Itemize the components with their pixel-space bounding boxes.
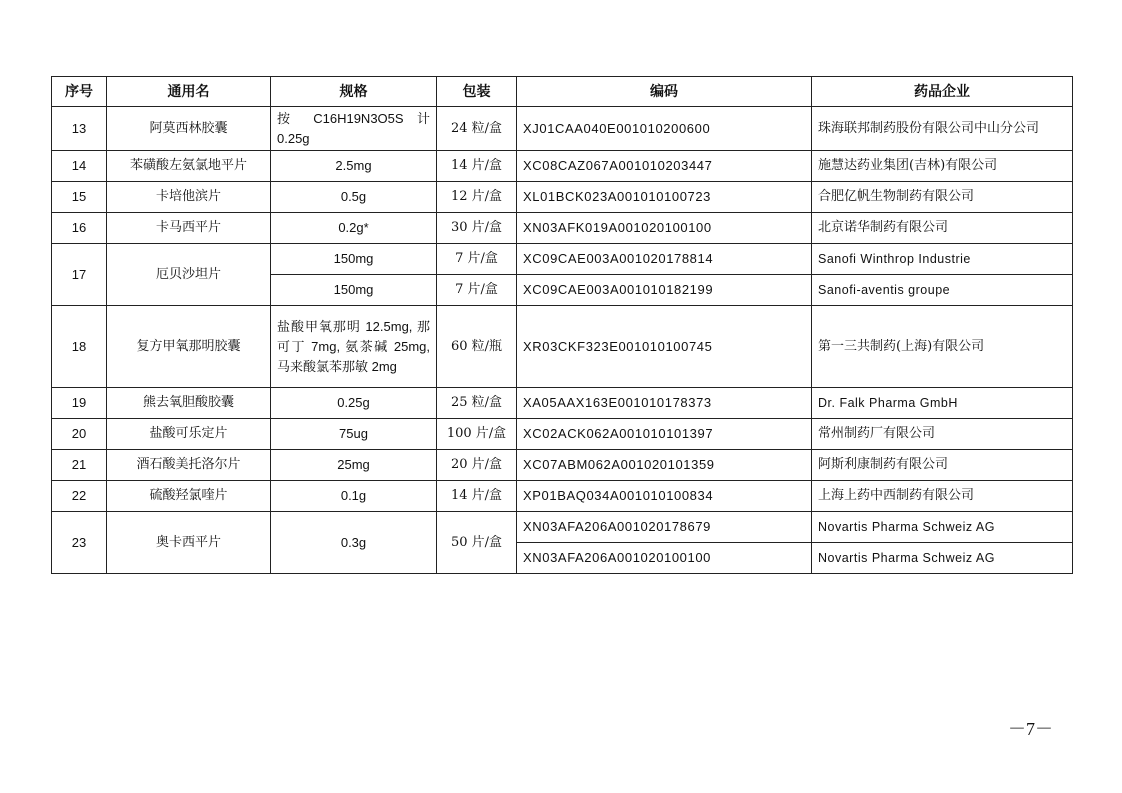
cell-code: XC09CAE003A001010182199: [517, 275, 812, 306]
cell-spec: 0.25g: [271, 388, 437, 419]
table-row: [52, 306, 1073, 388]
cell-name: 厄贝沙坦片: [107, 244, 271, 306]
cell-pack: 100 片/盒: [437, 419, 517, 450]
cell-no: 16: [52, 213, 107, 244]
cell-company: 第一三共制药(上海)有限公司: [812, 306, 1073, 388]
cell-company: 上海上药中西制药有限公司: [812, 481, 1073, 512]
cell-code: XN03AFA206A001020100100: [517, 543, 812, 574]
cell-code: XN03AFA206A001020178679: [517, 512, 812, 543]
cell-code: XJ01CAA040E001010200600: [517, 107, 812, 151]
table-row: [52, 481, 1073, 512]
table-row: [52, 450, 1073, 481]
cell-spec: 150mg: [271, 244, 437, 275]
cell-pack: 30 片/盒: [437, 213, 517, 244]
cell-spec: 2.5mg: [271, 151, 437, 182]
cell-code: XC07ABM062A001020101359: [517, 450, 812, 481]
cell-pack: 20 片/盒: [437, 450, 517, 481]
cell-no: 23: [52, 512, 107, 574]
cell-no: 21: [52, 450, 107, 481]
cell-name: 熊去氧胆酸胶囊: [107, 388, 271, 419]
table-row: [52, 512, 1073, 543]
cell-no: 14: [52, 151, 107, 182]
cell-company: Dr. Falk Pharma GmbH: [812, 388, 1073, 419]
cell-code: XC09CAE003A001020178814: [517, 244, 812, 275]
cell-spec: 0.5g: [271, 182, 437, 213]
cell-no: 17: [52, 244, 107, 306]
cell-pack: 50 片/盒: [437, 512, 517, 574]
cell-code: XN03AFK019A001020100100: [517, 213, 812, 244]
header-company: 药品企业: [812, 77, 1073, 107]
cell-name: 卡马西平片: [107, 213, 271, 244]
cell-company: 施慧达药业集团(吉林)有限公司: [812, 151, 1073, 182]
cell-code: XL01BCK023A001010100723: [517, 182, 812, 213]
cell-pack: 7 片/盒: [437, 244, 517, 275]
header-code: 编码: [517, 77, 812, 107]
cell-spec: 按 C16H19N3O5S 计 0.25g: [271, 107, 437, 151]
cell-code: XC02ACK062A001010101397: [517, 419, 812, 450]
page-number: －7－: [1008, 719, 1053, 739]
cell-name: 阿莫西林胶囊: [107, 107, 271, 151]
cell-pack: 14 片/盒: [437, 151, 517, 182]
header-no: 序号: [52, 77, 107, 107]
cell-name: 盐酸可乐定片: [107, 419, 271, 450]
cell-name: 硫酸羟氯喹片: [107, 481, 271, 512]
cell-company: 珠海联邦制药股份有限公司中山分公司: [812, 107, 1073, 151]
cell-spec: 盐酸甲氧那明 12.5mg, 那可丁 7mg, 氨茶碱 25mg, 马来酸氯苯那敏 2mg: [271, 306, 437, 388]
cell-company: Novartis Pharma Schweiz AG: [812, 512, 1073, 543]
cell-spec: 0.3g: [271, 512, 437, 574]
table-row: [52, 244, 1073, 275]
table-row: [52, 107, 1073, 151]
header-spec: 规格: [271, 77, 437, 107]
cell-code: XA05AAX163E001010178373: [517, 388, 812, 419]
cell-pack: 24 粒/盒: [437, 107, 517, 151]
header-pack: 包装: [437, 77, 517, 107]
cell-no: 20: [52, 419, 107, 450]
cell-pack: 60 粒/瓶: [437, 306, 517, 388]
drug-table: [51, 76, 1073, 574]
cell-name: 苯磺酸左氨氯地平片: [107, 151, 271, 182]
cell-name: 奥卡西平片: [107, 512, 271, 574]
cell-pack: 7 片/盒: [437, 275, 517, 306]
cell-no: 15: [52, 182, 107, 213]
cell-company: 北京诺华制药有限公司: [812, 213, 1073, 244]
cell-company: Sanofi-aventis groupe: [812, 275, 1073, 306]
cell-no: 18: [52, 306, 107, 388]
cell-company: Novartis Pharma Schweiz AG: [812, 543, 1073, 574]
cell-pack: 14 片/盒: [437, 481, 517, 512]
cell-spec: 25mg: [271, 450, 437, 481]
cell-no: 22: [52, 481, 107, 512]
cell-no: 13: [52, 107, 107, 151]
table-row: [52, 419, 1073, 450]
table-row: [52, 388, 1073, 419]
cell-company: 合肥亿帆生物制药有限公司: [812, 182, 1073, 213]
cell-company: Sanofi Winthrop Industrie: [812, 244, 1073, 275]
table-row: [52, 182, 1073, 213]
cell-name: 卡培他滨片: [107, 182, 271, 213]
cell-spec: 150mg: [271, 275, 437, 306]
table-header-row: [52, 77, 1073, 107]
cell-no: 19: [52, 388, 107, 419]
cell-code: XP01BAQ034A001010100834: [517, 481, 812, 512]
cell-spec: 0.1g: [271, 481, 437, 512]
cell-spec: 75ug: [271, 419, 437, 450]
header-name: 通用名: [107, 77, 271, 107]
cell-spec: 0.2g*: [271, 213, 437, 244]
cell-code: XR03CKF323E001010100745: [517, 306, 812, 388]
cell-company: 阿斯利康制药有限公司: [812, 450, 1073, 481]
cell-pack: 12 片/盒: [437, 182, 517, 213]
cell-code: XC08CAZ067A001010203447: [517, 151, 812, 182]
cell-company: 常州制药厂有限公司: [812, 419, 1073, 450]
cell-pack: 25 粒/盒: [437, 388, 517, 419]
cell-name: 复方甲氧那明胶囊: [107, 306, 271, 388]
table-row: [52, 213, 1073, 244]
cell-name: 酒石酸美托洛尔片: [107, 450, 271, 481]
table-row: [52, 151, 1073, 182]
